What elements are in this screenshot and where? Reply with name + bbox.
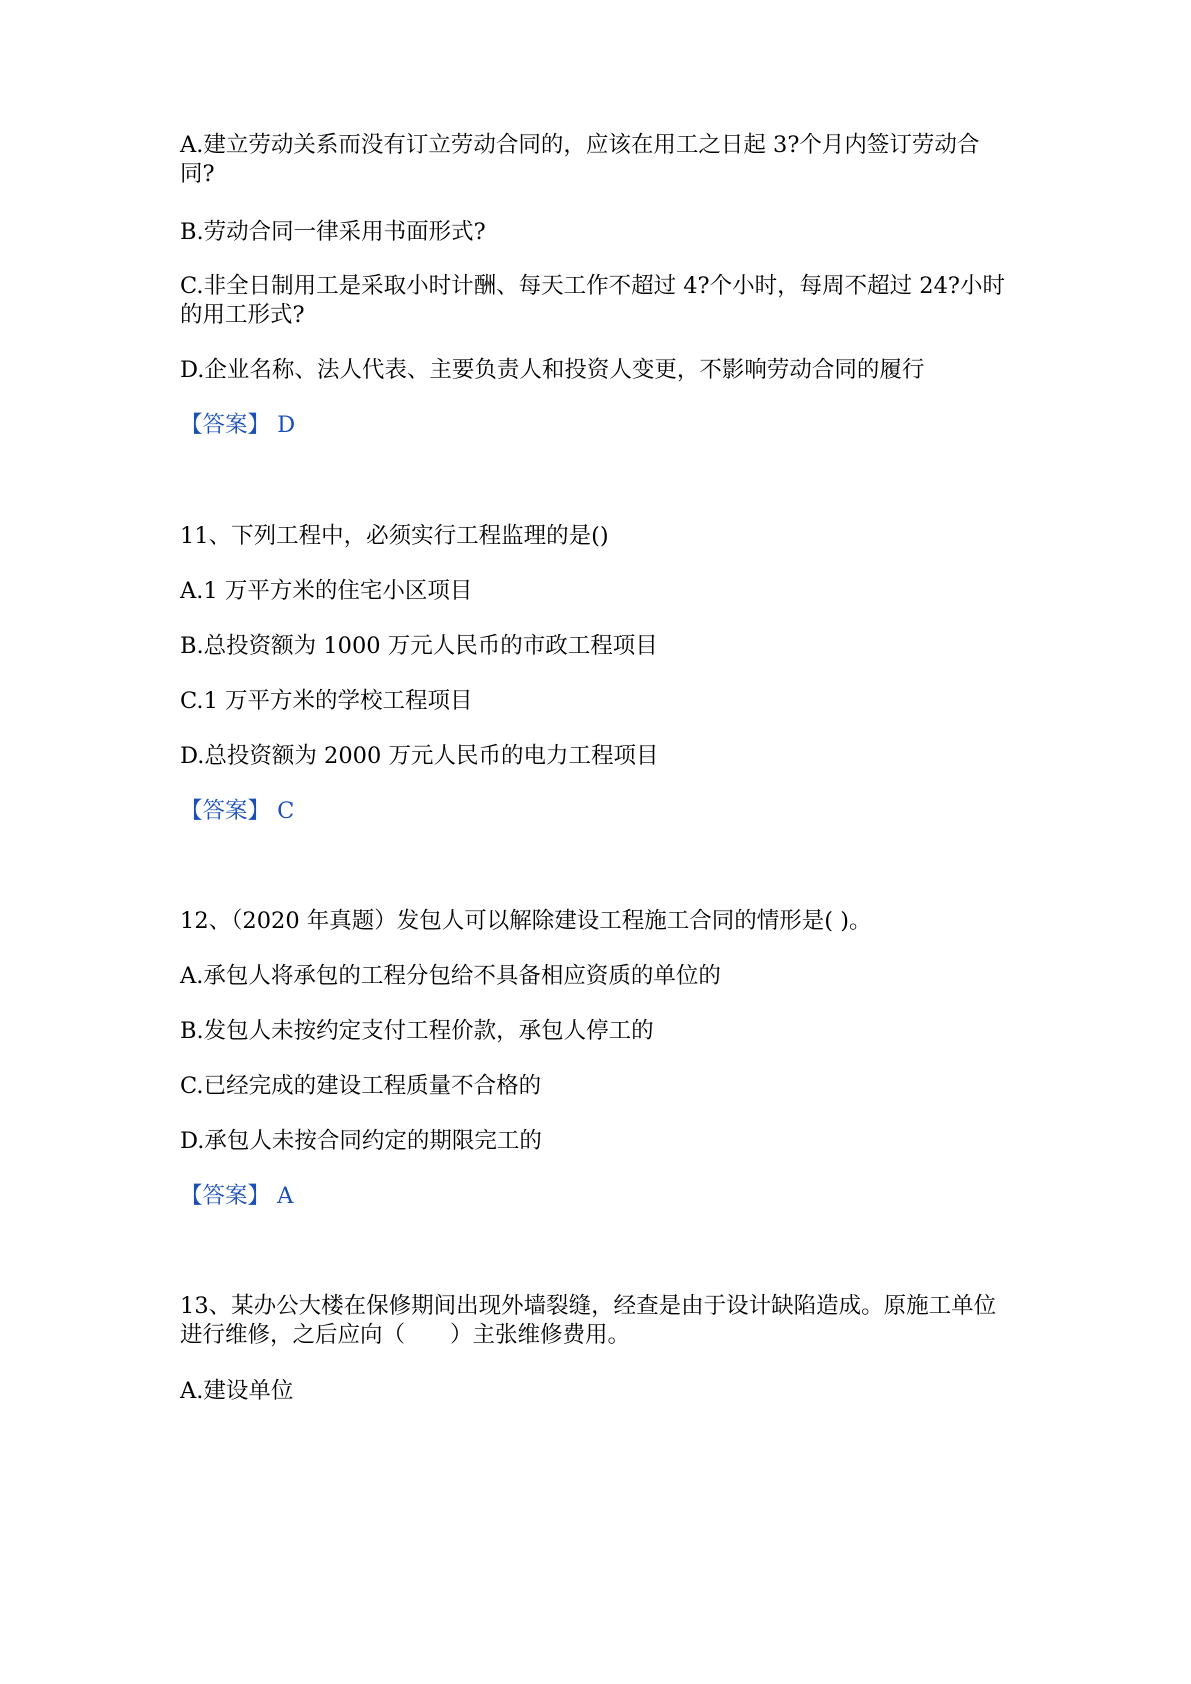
q12-option-a: A.承包人将承包的工程分包给不具备相应资质的单位的 <box>180 963 721 989</box>
q13-option-a: A.建设单位 <box>180 1378 294 1404</box>
q13-question: 13、某办公大楼在保修期间出现外墙裂缝，经查是由于设计缺陷造成。原施工单位进行维修，之后应向（ ）主张维修费用。 <box>180 1293 997 1348</box>
q11-option-d: D.总投资额为 2000 万元人民币的电力工程项目 <box>180 743 659 769</box>
q11-question: 11、下列工程中，必须实行工程监理的是() <box>180 523 609 549</box>
q11-option-c: C.1 万平方米的学校工程项目 <box>180 688 473 714</box>
q10-answer: 【答案】 D <box>180 412 296 438</box>
q11-answer: 【答案】 C <box>180 798 295 824</box>
q12-option-c: C.已经完成的建设工程质量不合格的 <box>180 1073 542 1099</box>
q12-answer: 【答案】 A <box>180 1183 294 1209</box>
q12-option-d: D.承包人未按合同约定的期限完工的 <box>180 1128 542 1154</box>
q11-option-b: B.总投资额为 1000 万元人民币的市政工程项目 <box>180 633 658 659</box>
q10-option-c: C.非全日制用工是采取小时计酬、每天工作不超过 4?个小时，每周不超过 24?小时的用工形式? <box>180 273 1005 328</box>
q10-option-b: B.劳动合同一律采用书面形式? <box>180 219 486 245</box>
q12-option-b: B.发包人未按约定支付工程价款，承包人停工的 <box>180 1018 654 1044</box>
q11-option-a: A.1 万平方米的住宅小区项目 <box>180 578 473 604</box>
q12-question: 12、（2020 年真题）发包人可以解除建设工程施工合同的情形是( )。 <box>180 908 872 934</box>
q10-option-a: A.建立劳动关系而没有订立劳动合同的，应该在用工之日起 3?个月内签订劳动合同? <box>180 132 980 187</box>
q10-option-d: D.企业名称、法人代表、主要负责人和投资人变更，不影响劳动合同的履行 <box>180 357 925 383</box>
